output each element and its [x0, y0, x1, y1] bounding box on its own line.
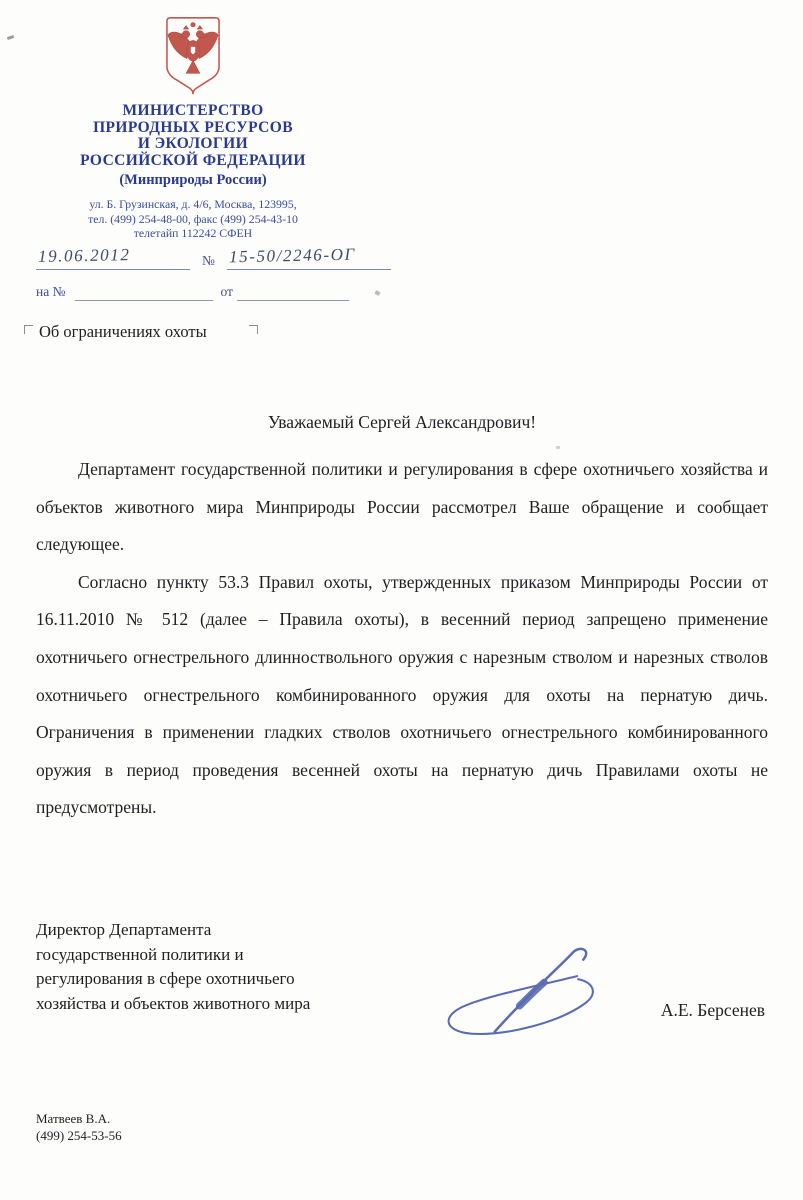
subject-corner-right-mark: [249, 325, 258, 334]
scan-speck: [556, 446, 560, 449]
signer-title-line: хозяйства и объектов животного мира: [36, 993, 311, 1013]
from-label: от: [220, 284, 233, 299]
executor-phone: (499) 254-53-56: [36, 1128, 122, 1143]
address-line: ул. Б. Грузинская, д. 4/6, Москва, 123995,: [89, 197, 297, 211]
letter-body: [36, 451, 768, 827]
reply-date-blank: [237, 285, 349, 301]
number-sign-label: №: [202, 253, 215, 268]
address-line: телетайп 112242 СФЕН: [133, 226, 253, 241]
scan-speck: [374, 290, 380, 296]
reference-date-number-row: [36, 246, 391, 270]
signer-name: А.Е. Берсенев: [660, 1000, 765, 1020]
reply-number-blank: [75, 285, 213, 301]
ministry-short-name: (Минприроды России): [119, 172, 267, 188]
letterhead: [30, 14, 356, 241]
subject-line: Об ограничениях охоты: [39, 322, 207, 341]
executor-block: [36, 1110, 122, 1144]
reply-to-label: на №: [36, 284, 66, 299]
ministry-name-line: РОССИЙСКОЙ ФЕДЕРАЦИИ: [80, 151, 306, 169]
signer-title: [36, 918, 310, 1016]
scan-speck: [7, 35, 15, 40]
body-paragraph: Департамент государственной политики и регулирования в сфере охотничьего хозяйства и объектов животного мира Минприроды России рассмотрел Ваше обращение и сообщает следующее.: [36, 459, 768, 555]
ministry-name-line: МИНИСТЕРСТВО: [122, 102, 264, 119]
handwritten-date: 19.06.2012: [37, 245, 131, 266]
signer-title-line: Директор Департамента: [36, 920, 212, 939]
reference-reply-row: [36, 283, 349, 301]
executor-name: Матвеев В.А.: [36, 1111, 111, 1126]
ministry-name-line: И ЭКОЛОГИИ: [137, 135, 249, 152]
outgoing-number-field: [227, 246, 391, 270]
subject-corner-left-mark: [24, 325, 33, 334]
handwritten-signature-icon: [433, 940, 608, 1045]
signer-title-line: государственной политики и: [36, 944, 244, 964]
russia-coat-of-arms-icon: [160, 14, 226, 103]
salutation: Уважаемый Сергей Александрович!: [267, 412, 537, 432]
handwritten-number: 15-50/2246-ОГ: [228, 244, 356, 267]
signer-title-line: регулирования в сфере охотничьего: [36, 969, 295, 989]
ministry-name-line: ПРИРОДНЫХ РЕСУРСОВ: [93, 118, 293, 136]
date-field: [36, 246, 190, 270]
letterhead-address: [30, 197, 356, 241]
address-line: тел. (499) 254-48-00, факс (499) 254-43-10: [88, 211, 298, 226]
body-paragraph: Согласно пункту 53.3 Правил охоты, утвержденных приказом Минприроды России от 16.11.2010 № 512 (далее – Правила охоты), в весенний период запрещено применение охотничьего огнестрельного длинноствольного оружия с нарезным стволом и нарезных стволов охотничьего огнестрельного комбинированного оружия для охоты на пернатую дичь. Ограничения в применении гладких стволов охотничьего огнестрельного комбинированного оружия в период проведения весенней охоты на пернатую дичь Правилами охоты не предусмотрены.: [36, 571, 768, 818]
